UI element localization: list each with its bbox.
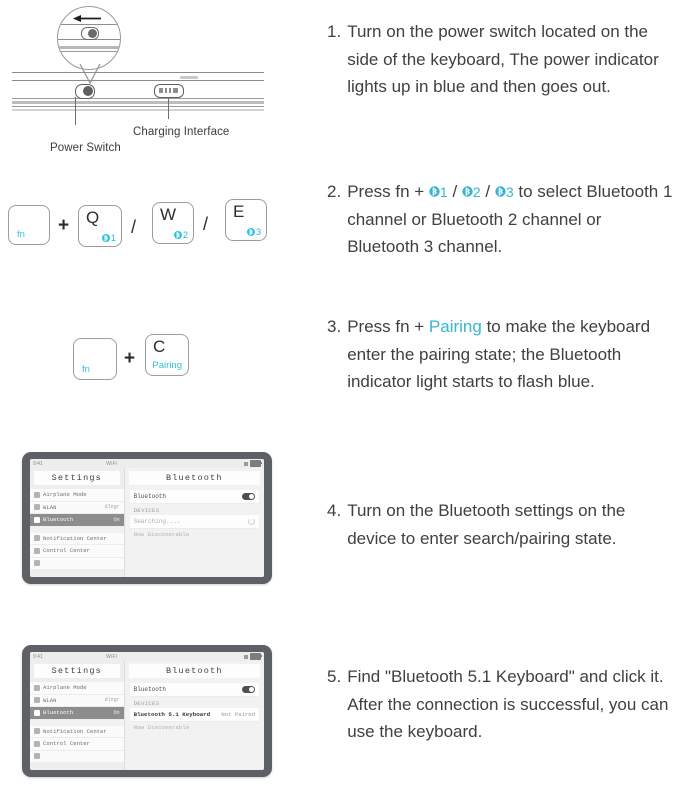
- status-time: 9:41: [33, 653, 43, 660]
- key-q-sub: 1: [110, 233, 116, 243]
- bluetooth-channel-2: [462, 182, 481, 201]
- bluetooth-toggle[interactable]: [242, 493, 255, 500]
- step-2-pre: Press fn +: [347, 182, 429, 201]
- bluetooth-toggle-row[interactable]: [130, 683, 259, 697]
- plus-sign: +: [58, 215, 70, 236]
- sidebar-item-label: WLAN: [43, 503, 57, 511]
- key-q: [78, 205, 122, 247]
- searching-row: [130, 515, 259, 529]
- plus-sign-2: +: [124, 348, 136, 369]
- step-2-sep-1: /: [447, 182, 462, 201]
- airplane-icon: [34, 685, 40, 691]
- panel-title: Bluetooth: [129, 471, 260, 485]
- wifi-icon: [34, 697, 40, 703]
- key-fn-2: [73, 338, 117, 380]
- step-2: [327, 178, 675, 261]
- key-w-bluetooth-label: [174, 230, 188, 240]
- step-3-pre: Press fn +: [347, 317, 429, 336]
- sidebar-item-value: dlngr: [104, 697, 120, 704]
- step-3-number: 3.: [327, 317, 342, 336]
- bluetooth-row-label: Bluetooth: [133, 493, 166, 500]
- devices-header: DEVICES: [133, 507, 160, 514]
- notification-icon: [34, 535, 40, 541]
- key-c-char: C: [153, 337, 166, 356]
- searching-label: Searching....: [133, 518, 181, 525]
- bluetooth-icon: [429, 185, 440, 198]
- settings-sidebar: [30, 661, 125, 770]
- step-3-text: [347, 313, 675, 396]
- signal-icon: [244, 462, 248, 466]
- sidebar-item-control-center[interactable]: [30, 545, 124, 558]
- key-e-char: E: [233, 202, 245, 221]
- key-e-sub: 3: [255, 227, 261, 237]
- callout-circle: [57, 6, 121, 70]
- key-q-char: Q: [86, 208, 100, 227]
- control-center-icon: [34, 741, 40, 747]
- sidebar-item-control-center[interactable]: [30, 738, 124, 751]
- tablet-screen: [30, 459, 264, 577]
- key-c: [145, 334, 189, 376]
- generic-icon: [34, 753, 40, 759]
- bluetooth-icon: [462, 185, 473, 198]
- illustration-column: [0, 0, 320, 786]
- bluetooth-panel: [125, 661, 264, 770]
- battery-icon: [250, 653, 261, 660]
- bluetooth-channel-1: [429, 182, 448, 201]
- keyboard-side-profile: [12, 72, 264, 112]
- sidebar-item-label: Airplane Mode: [43, 491, 87, 499]
- tablet-mockup-device-found: [22, 645, 272, 777]
- sidebar-item-wlan[interactable]: [30, 502, 124, 515]
- sidebar-item-label: Control Center: [43, 740, 90, 748]
- step-2-sep-2: /: [480, 182, 495, 201]
- sidebar-item-notification-center[interactable]: [30, 726, 124, 739]
- device-status: Not Paired: [221, 711, 255, 718]
- bluetooth-icon: [247, 227, 255, 237]
- sidebar-item-bluetooth[interactable]: [30, 514, 124, 527]
- discoverable-note: Now Discoverable: [133, 531, 190, 538]
- separator-2: /: [203, 214, 209, 234]
- discoverable-note: Now Discoverable: [133, 724, 190, 731]
- bluetooth-icon: [102, 233, 110, 243]
- power-switch: [75, 84, 95, 99]
- sidebar-item-label: Bluetooth: [43, 709, 74, 717]
- channel-2-number: 2: [472, 184, 481, 200]
- step-1: [327, 18, 675, 101]
- step-4-number: 4.: [327, 501, 342, 520]
- wifi-icon: [34, 504, 40, 510]
- battery-icon: [250, 460, 261, 467]
- bluetooth-icon: [174, 230, 182, 240]
- notification-icon: [34, 728, 40, 734]
- leader-line-charging: [168, 97, 169, 119]
- key-w-char: W: [160, 205, 177, 224]
- airplane-icon: [34, 492, 40, 498]
- sidebar-item-extra[interactable]: [30, 558, 124, 571]
- sidebar-item-airplane-mode[interactable]: [30, 682, 124, 695]
- sidebar-item-bluetooth[interactable]: [30, 707, 124, 720]
- instructions-column: [327, 0, 681, 786]
- key-c-pairing-label: Pairing: [152, 360, 182, 371]
- bluetooth-icon: [34, 517, 40, 523]
- step-4: [327, 497, 675, 552]
- keyboard-edge-figure: [0, 0, 320, 170]
- key-w: [152, 202, 194, 244]
- devices-header: DEVICES: [133, 700, 160, 707]
- status-bar: [30, 459, 264, 468]
- settings-sidebar: [30, 468, 125, 577]
- key-fn-2-label: fn: [82, 364, 90, 375]
- spinner-icon: [248, 518, 255, 525]
- key-e: [225, 199, 267, 241]
- separator-1: /: [131, 217, 137, 237]
- charging-port: [154, 84, 184, 98]
- bluetooth-toggle[interactable]: [242, 686, 255, 693]
- key-q-bluetooth-label: [102, 233, 116, 243]
- step-4-text: Turn on the Bluetooth settings on the device to enter search/pairing state.: [347, 501, 626, 548]
- charging-interface-label: Charging Interface: [133, 126, 230, 138]
- step-2-text: [347, 178, 675, 261]
- device-row-bluetooth-keyboard[interactable]: [130, 708, 259, 722]
- sidebar-item-label: Airplane Mode: [43, 684, 87, 692]
- step-2-number: 2.: [327, 182, 342, 201]
- sidebar-item-label: Control Center: [43, 547, 90, 555]
- step-1-number: 1.: [327, 22, 342, 41]
- status-carrier: WiFi: [106, 653, 118, 660]
- pairing-highlight: Pairing: [428, 317, 482, 336]
- sidebar-item-notification-center[interactable]: [30, 533, 124, 546]
- panel-title: Bluetooth: [129, 664, 260, 678]
- status-time: 9:41: [33, 460, 43, 467]
- sidebar-item-airplane-mode[interactable]: [30, 489, 124, 502]
- sidebar-item-label: Notification Center: [43, 727, 107, 735]
- control-center-icon: [34, 548, 40, 554]
- power-switch-zoomed: [81, 27, 99, 40]
- sidebar-item-value: On: [113, 516, 120, 523]
- magnifier-callout: [57, 6, 123, 72]
- channel-3-number: 3: [505, 184, 514, 200]
- tablet-mockup-searching: [22, 452, 272, 584]
- bluetooth-channel-3: [495, 182, 514, 201]
- step-3: [327, 313, 675, 396]
- power-switch-label: Power Switch: [50, 142, 121, 154]
- status-bar: [30, 652, 264, 661]
- device-name: Bluetooth 5.1 Keyboard: [133, 711, 211, 718]
- status-carrier: WiFi: [106, 460, 118, 467]
- bluetooth-toggle-row[interactable]: [130, 490, 259, 504]
- step-2-post: to select Bluetooth 1 channel or Bluetooth 2 channel or Bluetooth 3 channel.: [347, 182, 673, 257]
- bluetooth-row-label: Bluetooth: [133, 686, 166, 693]
- key-w-sub: 2: [182, 230, 188, 240]
- key-fn-label: fn: [17, 229, 25, 240]
- sidebar-item-wlan[interactable]: [30, 695, 124, 708]
- step-5: [327, 663, 675, 746]
- step-5-number: 5.: [327, 667, 342, 686]
- key-combo-channel-figure: [0, 190, 320, 270]
- bluetooth-icon: [495, 185, 506, 198]
- signal-icon: [244, 655, 248, 659]
- status-battery-area: [244, 460, 261, 467]
- generic-icon: [34, 560, 40, 566]
- tablet-screen: [30, 652, 264, 770]
- sidebar-item-label: Bluetooth: [43, 516, 74, 524]
- sidebar-title: Settings: [34, 664, 120, 678]
- sidebar-item-label: Notification Center: [43, 534, 107, 542]
- step-5-text: Find "Bluetooth 5.1 Keyboard" and click it. After the connection is successful, you can use the keyboard.: [347, 667, 669, 742]
- sidebar-item-extra[interactable]: [30, 751, 124, 764]
- key-fn: [8, 205, 50, 245]
- sidebar-item-label: WLAN: [43, 696, 57, 704]
- sidebar-item-value: dlngr: [104, 504, 120, 511]
- step-3-post: to make the keyboard enter the pairing state; the Bluetooth indicator light starts to flash blue.: [347, 317, 651, 392]
- channel-1-number: 1: [439, 184, 448, 200]
- sidebar-title: Settings: [34, 471, 120, 485]
- leader-line-power: [75, 97, 76, 125]
- status-battery-area: [244, 653, 261, 660]
- step-1-text: Turn on the power switch located on the side of the keyboard, The power indicator lights up in blue and then goes out.: [347, 22, 659, 97]
- bluetooth-icon: [34, 710, 40, 716]
- arrow-left-icon: [72, 14, 102, 23]
- sidebar-item-value: On: [113, 709, 120, 716]
- key-e-bluetooth-label: [247, 227, 261, 237]
- bluetooth-panel: [125, 468, 264, 577]
- key-combo-pairing-figure: [0, 325, 320, 400]
